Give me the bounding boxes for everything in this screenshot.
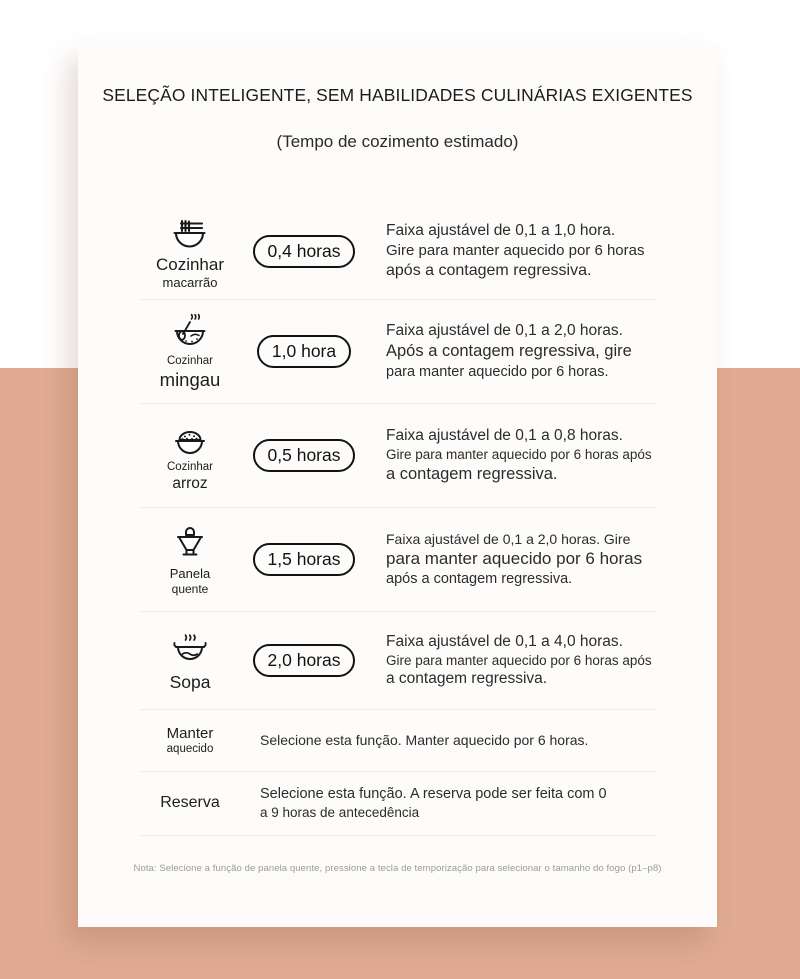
mode-cell bbox=[140, 794, 240, 813]
page-title: SELEÇÃO INTELIGENTE, SEM HABILIDADES CULINÁRIAS EXIGENTES bbox=[102, 85, 693, 105]
time-cell bbox=[240, 644, 368, 678]
description-line: a contagem regressiva. bbox=[386, 670, 548, 688]
table-row bbox=[140, 612, 655, 710]
description-line: a 9 horas de antecedência bbox=[260, 805, 420, 821]
description-line: Faixa ajustável de 0,1 a 4,0 horas. bbox=[386, 632, 623, 650]
description-line: Faixa ajustável de 0,1 a 1,0 hora. bbox=[386, 222, 616, 240]
mode-label-secondary: arroz bbox=[172, 474, 208, 492]
description-line: Selecione esta função. Manter aquecido por 6 horas. bbox=[260, 732, 589, 749]
mode-cell bbox=[140, 725, 240, 756]
mode-cell bbox=[140, 418, 240, 493]
noodle-bowl-icon bbox=[169, 212, 211, 252]
time-cell bbox=[240, 335, 368, 369]
description-cell bbox=[368, 221, 655, 281]
table-row bbox=[140, 300, 655, 404]
description-line: a contagem regressiva. bbox=[386, 464, 558, 483]
description-cell bbox=[368, 321, 655, 381]
time-badge: 1,0 hora bbox=[257, 335, 351, 369]
description-cell bbox=[368, 426, 655, 485]
mode-label-primary: Reserva bbox=[160, 794, 220, 812]
description-line: Gire para manter aquecido por 6 horas após bbox=[386, 447, 652, 463]
soup-bowl-icon bbox=[168, 629, 212, 669]
description-line: após a contagem regressiva. bbox=[386, 261, 592, 279]
description-cell bbox=[240, 731, 655, 750]
mode-cell bbox=[140, 629, 240, 693]
time-badge: 2,0 horas bbox=[253, 644, 356, 678]
mode-label-primary: Panela bbox=[169, 566, 211, 582]
hot-pot-icon bbox=[169, 523, 211, 563]
description-line: para manter aquecido por 6 horas. bbox=[386, 363, 609, 380]
description-line: Gire para manter aquecido por 6 horas bbox=[386, 242, 645, 260]
description-line: Faixa ajustável de 0,1 a 2,0 horas. bbox=[386, 322, 623, 340]
cooking-modes-table bbox=[78, 204, 717, 836]
description-line: Selecione esta função. A reserva pode ser feita com 0 bbox=[260, 785, 607, 802]
description-line: Faixa ajustável de 0,1 a 0,8 horas. bbox=[386, 426, 623, 444]
description-cell bbox=[368, 530, 655, 589]
table-row bbox=[140, 204, 655, 300]
mode-label-primary: Cozinhar bbox=[155, 255, 225, 275]
time-cell bbox=[240, 439, 368, 473]
mode-label-primary: Cozinhar bbox=[166, 461, 214, 474]
table-row bbox=[140, 772, 655, 836]
description-line: Gire para manter aquecido por 6 horas após bbox=[386, 652, 652, 668]
time-cell bbox=[240, 543, 368, 577]
table-row bbox=[140, 404, 655, 508]
page-subtitle: (Tempo de cozimento estimado) bbox=[276, 132, 519, 151]
porridge-bowl-icon bbox=[169, 312, 211, 352]
mode-label-primary: Manter bbox=[166, 724, 214, 742]
time-badge: 0,5 horas bbox=[253, 439, 356, 473]
table-row bbox=[140, 710, 655, 772]
mode-label-secondary: mingau bbox=[159, 368, 221, 390]
description-line: Faixa ajustável de 0,1 a 2,0 horas. Gire bbox=[386, 530, 631, 547]
mode-label-secondary: aquecido bbox=[166, 742, 214, 755]
description-line: após a contagem regressiva. bbox=[386, 571, 573, 588]
time-badge: 1,5 horas bbox=[253, 543, 356, 577]
mode-cell bbox=[140, 212, 240, 290]
mode-cell bbox=[140, 523, 240, 595]
mode-label-primary: Cozinhar bbox=[166, 355, 214, 368]
mode-cell bbox=[140, 312, 240, 390]
mode-label-primary: Sopa bbox=[169, 671, 211, 692]
time-badge: 0,4 horas bbox=[253, 235, 356, 269]
rice-bowl-icon bbox=[169, 418, 211, 458]
time-cell bbox=[240, 235, 368, 269]
table-row bbox=[140, 508, 655, 612]
description-cell bbox=[368, 632, 655, 690]
footnote: Nota: Selecione a função de panela quente, pressione a tecla de temporização para selecionar o tamanho do fogo (p1–p8) bbox=[133, 863, 662, 874]
info-card bbox=[78, 45, 717, 927]
description-line: para manter aquecido por 6 horas bbox=[386, 549, 643, 569]
description-cell bbox=[240, 785, 655, 823]
mode-label-secondary: quente bbox=[171, 581, 209, 596]
mode-label-secondary: macarrão bbox=[162, 275, 218, 291]
description-line: Após a contagem regressiva, gire bbox=[386, 342, 632, 361]
